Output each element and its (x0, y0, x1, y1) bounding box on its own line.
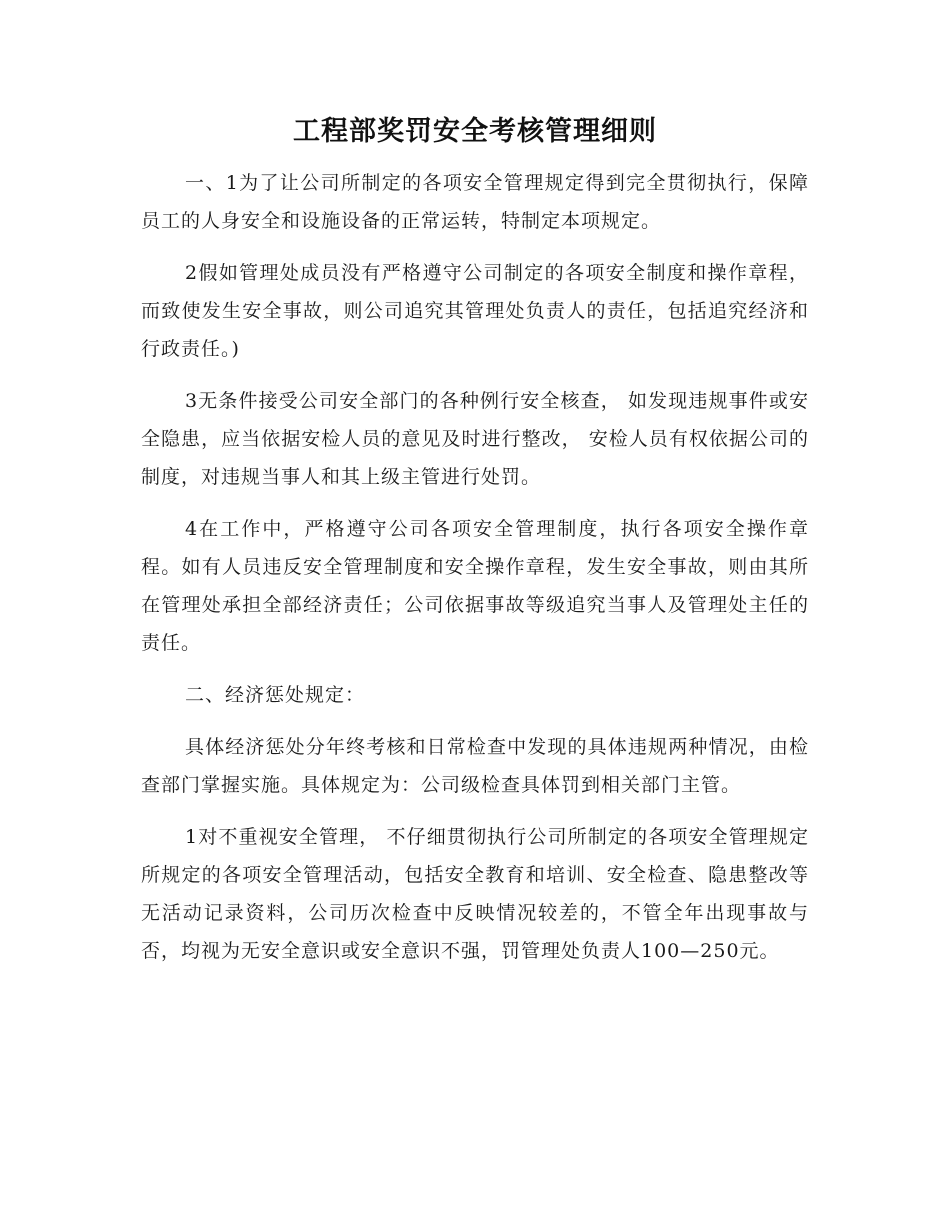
document-title: 工程部奖罚安全考核管理细则 (293, 116, 657, 147)
document-body (141, 164, 809, 984)
paragraph-2: 2假如管理处成员没有严格遵守公司制定的各项安全制度和操作章程，而致使发生安全事故，则公司追究其管理处负责人的责任，包括追究经济和行政责任。) (141, 262, 809, 360)
paragraph-4: 4在工作中，严格遵守公司各项安全管理制度，执行各项安全操作章程。如有人员违反安全管理制度和安全操作章程，发生安全事故，则由其所在管理处承担全部经济责任；公司依据事故等级追究当事人及管理处主任的责任。 (141, 518, 809, 654)
paragraph-5: 具体经济惩处分年终考核和日常检查中发现的具体违规两种情况，由检查部门掌握实施。具体规定为：公司级检查具体罚到相关部门主管。 (141, 736, 809, 796)
section-heading-economic-penalty: 二、经济惩处规定： (185, 684, 366, 706)
paragraph-6: 1对不重视安全管理， 不仔细贯彻执行公司所制定的各项安全管理规定所规定的各项安全管理活动，包括安全教育和培训、安全检查、隐患整改等无活动记录资料，公司历次检查中反映情况较差的，不管全年出现事故与否，均视为无安全意识或安全意识不强，罚管理处负责人100—250元。 (141, 826, 809, 962)
paragraph-1: 一、1为了让公司所制定的各项安全管理规定得到完全贯彻执行，保障员工的人身安全和设施设备的正常运转，特制定本项规定。 (141, 172, 809, 232)
paragraph-3: 3无条件接受公司安全部门的各种例行安全核查， 如发现违规事件或安全隐患，应当依据安检人员的意见及时进行整改， 安检人员有权依据公司的制度，对违规当事人和其上级主管进行处罚。 (141, 390, 809, 488)
